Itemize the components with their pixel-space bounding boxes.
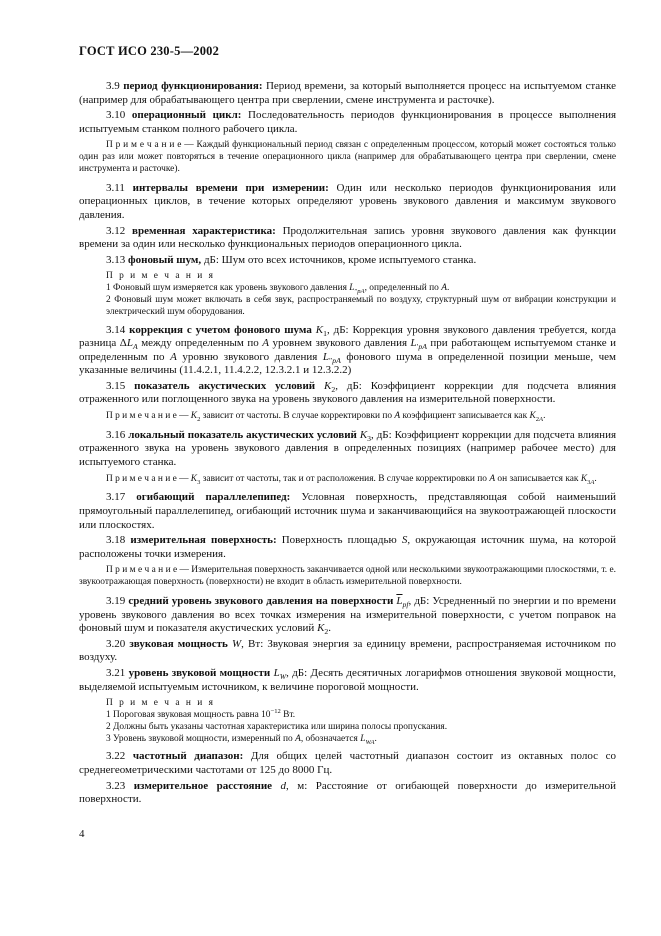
clause-3-16: 3.16 локальный показатель акустических условий $K_3$, дБ: Коэффициент коррекции для подсчета влияния отраженного звука на уровень звукового давления в определенных позициях (например рабочее место) для испытуемого станка. bbox=[79, 428, 617, 469]
clause-number: 3.12 bbox=[106, 224, 126, 237]
clause-number: 3.13 bbox=[106, 253, 126, 266]
clause-number: 3.15 bbox=[106, 379, 126, 392]
note-item-2: 2 Фоновый шум может включать в себя звук, распространяемый по воздуху, структурный шум от вибрации конструкции и электрический шум оборудования. bbox=[106, 294, 616, 317]
clause-number: 3.17 bbox=[106, 491, 126, 504]
clause-3-14: 3.14 коррекция с учетом фонового шума $K_1$, дБ: Коррекция уровня звукового давления требуется, когда разница $\Delta L_A$ между определенным по A уровнем звукового давления $L_{'pA}$ при работающем испытуемом станке и определенным по A уровню звукового давления $L_{''pA}$ фонового шума в определенной позиции меньше, чем указанные величины (11.4.2.1, 11.4.2.2, 12.3.2.1 и 12.3.2.2) bbox=[79, 323, 617, 377]
clause-number: 3.11 bbox=[106, 181, 125, 194]
clause-3-20: 3.20 звуковая мощность W, Вт: Звуковая энергия за единицу времени, распространяемая источником по воздуху. bbox=[79, 637, 617, 664]
clause-number: 3.19 bbox=[106, 595, 126, 608]
clause-text: Продолжительная запись уровня звукового давления как функции времени за один или несколько функциональных периодов операционного цикла. bbox=[79, 224, 617, 251]
clause-number: 3.21 bbox=[106, 666, 126, 679]
clause-number: 3.10 bbox=[106, 109, 126, 122]
note-item-2: 2 Должны быть указаны частотная характеристика или ширина полосы пропускания. bbox=[106, 721, 448, 732]
note-3-15: П р и м е ч а н и е — $K_2$ зависит от частоты. В случае корректировки по A коэффициент записывается как $K_{2A}$. bbox=[106, 411, 546, 423]
clause-number: 3.14 bbox=[106, 323, 126, 336]
note-3-16: П р и м е ч а н и е — $K_3$ зависит от частоты, так и от расположения. В случае корректировки по A он записывается как $K_{3A}$. bbox=[106, 473, 597, 486]
clause-3-22 bbox=[79, 750, 616, 777]
clause-3-17 bbox=[79, 491, 616, 532]
notes-3-21 bbox=[79, 698, 616, 745]
note-item-3: 3 Уровень звуковой мощности, измеренный по A, обозначается $L_{WA}$. bbox=[106, 733, 377, 746]
clause-term: временная характеристика: bbox=[132, 224, 276, 237]
note-label: П р и м е ч а н и е — bbox=[106, 565, 189, 576]
clause-3-9 bbox=[79, 80, 616, 107]
clause-number: 3.9 bbox=[106, 80, 120, 92]
clause-3-18: 3.18 измерительная поверхность: Поверхность площадью S, окружающая источник шума, на которой расположены точки измерения. bbox=[79, 534, 617, 560]
clause-unit: дБ: bbox=[203, 253, 219, 266]
clause-term: локальный показатель акустических условий bbox=[128, 428, 357, 441]
notes-title: П р и м е ч а н и я bbox=[106, 698, 215, 709]
document-header: ГОСТ ИСО 230-5—2002 bbox=[79, 44, 220, 58]
clause-text: Шум ото всех источников, кроме испытуемого станка. bbox=[221, 253, 477, 266]
clause-term: коррекция с учетом фонового шума bbox=[129, 323, 312, 336]
clause-3-21: 3.21 уровень звуковой мощности $L_W$, дБ: Десять десятичных логарифмов отношения звуковой мощности, выделяемой испытуемым источником, к величине пороговой мощности. bbox=[79, 666, 617, 693]
clause-term: фоновый шум, bbox=[128, 253, 202, 266]
clause-text: Один или несколько периодов функционирования или операционных циклов, в течение которых определяют уровень звукового давления и максимум звукового давления. bbox=[79, 181, 616, 221]
document-body bbox=[79, 80, 616, 809]
clause-number: 3.16 bbox=[106, 428, 126, 441]
note-3-18 bbox=[79, 565, 616, 589]
clause-term: период функционирования: bbox=[123, 80, 263, 92]
clause-term: частотный диапазон: bbox=[132, 750, 244, 763]
clause-term: операционный цикл: bbox=[131, 109, 242, 122]
note-label: П р и м е ч а н и е — bbox=[106, 140, 194, 151]
notes-3-13 bbox=[79, 271, 616, 318]
clause-3-15: 3.15 показатель акустических условий $K_2$, дБ: Коэффициент коррекции для подсчета влияния отраженного или поглощенного звука на уровень звукового давления на измерительной поверхности. bbox=[79, 379, 616, 406]
clause-term: звуковая мощность bbox=[129, 637, 228, 650]
clause-text: Последовательность периодов функционирования в процессе выполнения испытуемым станком полного рабочего цикла. bbox=[79, 109, 617, 135]
clause-3-23: 3.23 измерительное расстояние d, м: Расстояние от огибающей поверхности до измерительной поверхности. bbox=[79, 779, 617, 806]
clause-number: 3.18 bbox=[106, 534, 126, 547]
clause-term: измерительная поверхность: bbox=[130, 534, 277, 547]
note-item-1: 1 Пороговая звуковая мощность равна $10^{-12}$ Вт. bbox=[106, 707, 296, 720]
clause-text: Для общих целей частотный диапазон состоит из октавных полос со среднегеометрическими частотами от 125 до 8000 Гц. bbox=[79, 750, 616, 776]
clause-term: огибающий параллелепипед: bbox=[136, 491, 291, 504]
note-label: П р и м е ч а н и е — bbox=[106, 411, 189, 422]
clause-term: показатель акустических условий bbox=[134, 379, 316, 392]
page-number: 4 bbox=[79, 828, 85, 840]
note-item-1: 1 Фоновый шум измеряется как уровень звукового давления $L_{''pA}$, определенный по A. bbox=[106, 283, 450, 295]
clause-3-12 bbox=[79, 225, 616, 252]
clause-term: измерительное расстояние bbox=[133, 779, 273, 792]
note-text: Каждый функциональный период связан с определенным процессом, который может состояться только один раз или может повторяться в течение операционного цикла (например для обрабатывающего центра при сверлении, смене инструмента и расточке). bbox=[79, 140, 616, 174]
clause-term: средний уровень звукового давления на поверхности bbox=[128, 595, 394, 608]
clause-3-13 bbox=[79, 254, 616, 268]
clause-text: Период времени, за который выполняется процесс на испытуемом станке (например для обрабатывающего центра при сверлении, смене инструмента и расточке). bbox=[79, 80, 616, 106]
clause-number: 3.20 bbox=[106, 637, 126, 650]
clause-3-11 bbox=[79, 182, 616, 223]
clause-term: интервалы времени при измерении: bbox=[132, 181, 329, 194]
notes-title: П р и м е ч а н и я bbox=[106, 271, 215, 282]
clause-3-19: 3.19 средний уровень звукового давления на поверхности $\overline{L}_{pf}$, дБ: Усредненный по энергии и по времени уровень звукового давления во всех точках измерения на измерительной поверхности, с учетом поправок на фоновый шум и показателя акустических условий $K_2$. bbox=[79, 595, 616, 637]
clause-3-10 bbox=[79, 109, 616, 136]
clause-number: 3.23 bbox=[106, 779, 126, 792]
note-3-10 bbox=[79, 140, 616, 175]
clause-text: Условная поверхность, представляющая собой наименьший прямоугольный параллелепипед, огибающий источник шума и заканчивающийся на звукоотражающей плоскости или плоскостях. bbox=[79, 491, 617, 531]
note-text: Измерительная поверхность заканчивается одной или несколькими звукоотражающими плоскостями, т. е. звукоотражающая поверхность (поверхности) не входит в область измерительной поверхности. bbox=[79, 565, 616, 588]
clause-term: уровень звуковой мощности bbox=[128, 666, 271, 679]
clause-number: 3.22 bbox=[106, 750, 126, 763]
note-label: П р и м е ч а н и е — bbox=[106, 473, 189, 484]
